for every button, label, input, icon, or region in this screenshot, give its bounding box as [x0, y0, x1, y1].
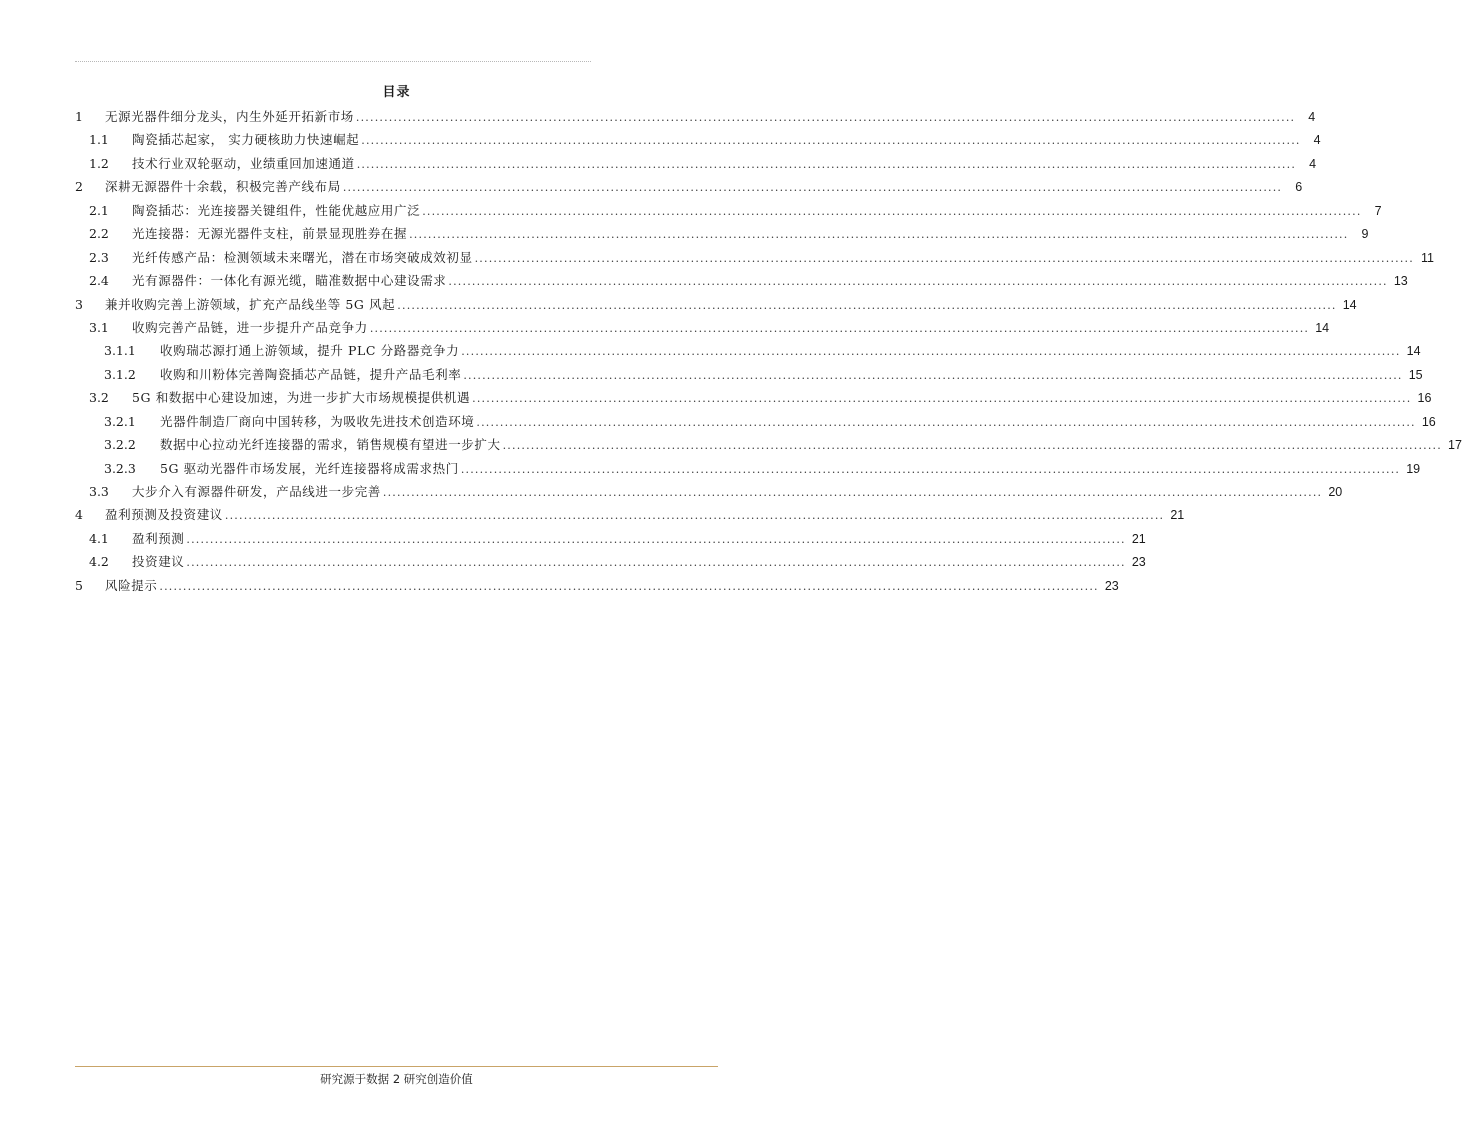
toc-entry-page-number: 4 — [1313, 133, 1321, 148]
toc-entry-line — [132, 225, 1369, 244]
toc-entry-page-number: 21 — [1170, 508, 1185, 523]
toc-entry-page-number: 16 — [1417, 391, 1432, 406]
toc-entry-line — [105, 178, 1303, 197]
toc-entry-title: 5G 驱动光器件市场发展，光纤连接器将成需求热门 — [160, 460, 459, 476]
toc-entry-page-number: 21 — [1131, 531, 1146, 546]
toc-entry-title: 收购瑞芯源打通上游领域，提升 PLC 分路器竞争力 — [160, 343, 460, 359]
toc-entry-number: 2.3 — [89, 249, 109, 265]
toc-entry-line — [160, 342, 1421, 361]
toc-entry-page-number: 13 — [1393, 274, 1408, 289]
toc-entry-line — [105, 296, 1357, 315]
toc-dot-leader: ........................................................................................................................................................................................................ — [463, 368, 1403, 382]
toc-entry-number: 3.1.1 — [104, 343, 136, 359]
toc-entry-number: 4.2 — [89, 554, 109, 570]
toc-dot-leader: ........................................................................................................................................................................................................ — [355, 111, 1296, 124]
toc-entry[interactable] — [75, 225, 1369, 248]
toc-entry[interactable] — [75, 342, 1421, 365]
toc-entry-number: 3.2 — [89, 390, 109, 406]
toc-entry-page-number: 4 — [1309, 156, 1317, 171]
toc-entry[interactable] — [75, 296, 1357, 319]
toc-entry-title: 光连接器：无源光器件支柱，前景显现胜券在握 — [132, 226, 408, 242]
toc-entry-line — [105, 577, 1119, 596]
toc-entry-title: 兼并收购完善上游领域，扩充产品线坐等 5G 风起 — [105, 296, 396, 312]
toc-entry[interactable] — [75, 178, 1303, 201]
toc-entry[interactable] — [75, 506, 1185, 529]
toc-dot-leader: ........................................................................................................................................................................................................ — [382, 486, 1323, 499]
toc-dot-leader: ........................................................................................................................................................................................................ — [422, 204, 1362, 218]
toc-entry-number: 3.3 — [89, 484, 109, 499]
toc-entry-line — [105, 108, 1316, 127]
toc-entry-line — [160, 436, 1462, 455]
toc-dot-leader: ........................................................................................................................................................................................................ — [476, 415, 1416, 429]
toc-entry-line — [132, 553, 1146, 572]
toc-dot-leader: ........................................................................................................................................................................................................ — [448, 275, 1388, 289]
toc-entry-title: 5G 和数据中心建设加速，为进一步扩大市场规模提供机遇 — [132, 390, 471, 406]
toc-entry-number: 2.2 — [89, 226, 109, 242]
toc-entry[interactable] — [75, 436, 1462, 459]
toc-entry[interactable] — [75, 413, 1436, 436]
toc-dot-leader: ........................................................................................................................................................................................................ — [474, 251, 1414, 265]
toc-entry-page-number: 23 — [1131, 555, 1146, 570]
toc-entry-title: 陶瓷插芯起家， 实力硬核助力快速崛起 — [132, 132, 360, 148]
toc-entry-number: 1 — [75, 109, 83, 124]
toc-entry-number: 2 — [75, 179, 83, 195]
toc-dot-leader: ........................................................................................................................................................................................................ — [224, 509, 1165, 523]
toc-entry-line — [132, 272, 1408, 291]
toc-entry-title: 盈利预测及投资建议 — [105, 507, 223, 523]
toc-entry-number: 2.4 — [89, 273, 109, 289]
toc-entry-line — [160, 460, 1421, 479]
toc-entry-title: 收购和川粉体完善陶瓷插芯产品链，提升产品毛利率 — [160, 366, 462, 382]
toc-entry-number: 3.2.3 — [104, 460, 136, 476]
toc-entry[interactable] — [75, 530, 1146, 553]
toc-entry-number: 2.1 — [89, 202, 109, 218]
toc-entry-page-number: 15 — [1408, 367, 1423, 382]
toc-entry-page-number: 23 — [1104, 578, 1119, 593]
toc-dot-leader: ........................................................................................................................................................................................................ — [342, 181, 1283, 195]
toc-entry-line — [105, 506, 1185, 525]
toc-entry-line — [160, 413, 1436, 432]
toc-entry-title: 风险提示 — [105, 577, 158, 593]
toc-entry[interactable] — [75, 389, 1432, 412]
toc-title: 目录 — [382, 85, 411, 100]
toc-entry-page-number: 19 — [1406, 461, 1421, 476]
toc-entry[interactable] — [75, 319, 1330, 342]
toc-dot-leader: ........................................................................................................................................................................................................ — [460, 462, 1401, 476]
toc-entry[interactable] — [75, 460, 1421, 483]
toc-entry-title: 光有源器件：一体化有源光缆，瞄准数据中心建设需求 — [132, 273, 447, 289]
toc-dot-leader: ........................................................................................................................................................................................................ — [361, 134, 1301, 148]
toc-dot-leader: ........................................................................................................................................................................................................ — [159, 579, 1099, 593]
toc-entry-title: 光纤传感产品：检测领域未来曙光，潜在市场突破成效初显 — [132, 249, 473, 265]
table-of-contents — [75, 108, 1462, 600]
toc-entry-title: 盈利预测 — [132, 530, 185, 546]
toc-entry-number: 3.2.1 — [104, 413, 136, 429]
toc-entry-number: 1.2 — [89, 155, 109, 171]
toc-entry-page-number: 6 — [1295, 180, 1303, 195]
header-divider — [75, 61, 591, 62]
toc-entry-line — [132, 389, 1432, 408]
toc-entry-title: 陶瓷插芯：光连接器关键组件，性能优越应用广泛 — [132, 202, 421, 218]
toc-entry-title: 技术行业双轮驱动，业绩重回加速通道 — [132, 155, 355, 171]
toc-entry-line — [132, 155, 1317, 174]
toc-entry[interactable] — [75, 272, 1408, 295]
toc-dot-leader: ........................................................................................................................................................................................................ — [461, 345, 1401, 359]
toc-dot-leader: ........................................................................................................................................................................................................ — [472, 392, 1412, 406]
toc-entry-line — [132, 483, 1343, 502]
toc-dot-leader: ........................................................................................................................................................................................................ — [502, 439, 1442, 453]
toc-entry-line — [160, 366, 1423, 385]
toc-entry-page-number: 16 — [1421, 414, 1436, 429]
toc-entry-title: 数据中心拉动光纤连接器的需求，销售规模有望进一步扩大 — [160, 437, 501, 453]
toc-entry[interactable] — [75, 202, 1382, 225]
toc-entry[interactable] — [75, 155, 1317, 178]
toc-dot-leader: ........................................................................................................................................................................................................ — [356, 157, 1297, 171]
toc-entry[interactable] — [75, 553, 1146, 576]
toc-entry-page-number: 14 — [1315, 320, 1330, 335]
page-footer: 研究源于数据 2 研究创造价值 — [320, 1072, 473, 1086]
toc-entry-page-number: 20 — [1328, 485, 1343, 499]
toc-entry[interactable] — [75, 249, 1434, 272]
toc-entry[interactable] — [75, 577, 1119, 600]
footer-divider — [75, 1066, 718, 1067]
toc-entry-line — [132, 319, 1330, 338]
toc-entry-line — [132, 202, 1382, 221]
toc-dot-leader: ........................................................................................................................................................................................................ — [397, 298, 1337, 312]
toc-entry-number: 4 — [75, 507, 83, 523]
toc-entry[interactable] — [75, 483, 1343, 506]
toc-entry-number: 1.1 — [89, 132, 109, 148]
toc-entry-page-number: 14 — [1406, 344, 1421, 359]
toc-entry-number: 3.1.2 — [104, 366, 136, 382]
toc-entry-title: 光器件制造厂商向中国转移，为吸收先进技术创造环境 — [160, 413, 475, 429]
toc-entry-line — [132, 249, 1434, 268]
toc-dot-leader: ........................................................................................................................................................................................................ — [409, 228, 1349, 242]
toc-entry[interactable] — [75, 366, 1423, 389]
toc-entry-number: 3.2.2 — [104, 437, 136, 453]
toc-entry-page-number: 11 — [1420, 250, 1434, 265]
toc-entry-title: 投资建议 — [132, 554, 185, 570]
toc-entry[interactable] — [75, 131, 1321, 154]
toc-entry-page-number: 7 — [1374, 203, 1382, 218]
toc-entry-title: 深耕无源器件十余载，积极完善产线布局 — [105, 179, 341, 195]
toc-entry-number: 5 — [75, 577, 83, 593]
toc-dot-leader: ........................................................................................................................................................................................................ — [186, 532, 1126, 546]
toc-entry-line — [132, 530, 1146, 549]
toc-entry-title: 大步介入有源器件研发，产品线进一步完善 — [132, 484, 381, 499]
toc-entry-page-number: 14 — [1342, 297, 1357, 312]
toc-entry-number: 3 — [75, 296, 83, 312]
toc-dot-leader: ........................................................................................................................................................................................................ — [369, 321, 1310, 335]
toc-entry-page-number: 9 — [1361, 227, 1369, 242]
toc-entry-page-number: 17 — [1448, 438, 1462, 453]
toc-dot-leader: ........................................................................................................................................................................................................ — [186, 556, 1126, 570]
toc-entry-line — [132, 131, 1321, 150]
toc-entry[interactable] — [75, 108, 1316, 131]
toc-entry-title: 收购完善产品链，进一步提升产品竞争力 — [132, 319, 368, 335]
toc-entry-number: 4.1 — [89, 530, 109, 546]
toc-entry-page-number: 4 — [1308, 110, 1316, 124]
toc-entry-number: 3.1 — [89, 319, 109, 335]
toc-entry-title: 无源光器件细分龙头，内生外延开拓新市场 — [105, 109, 354, 124]
